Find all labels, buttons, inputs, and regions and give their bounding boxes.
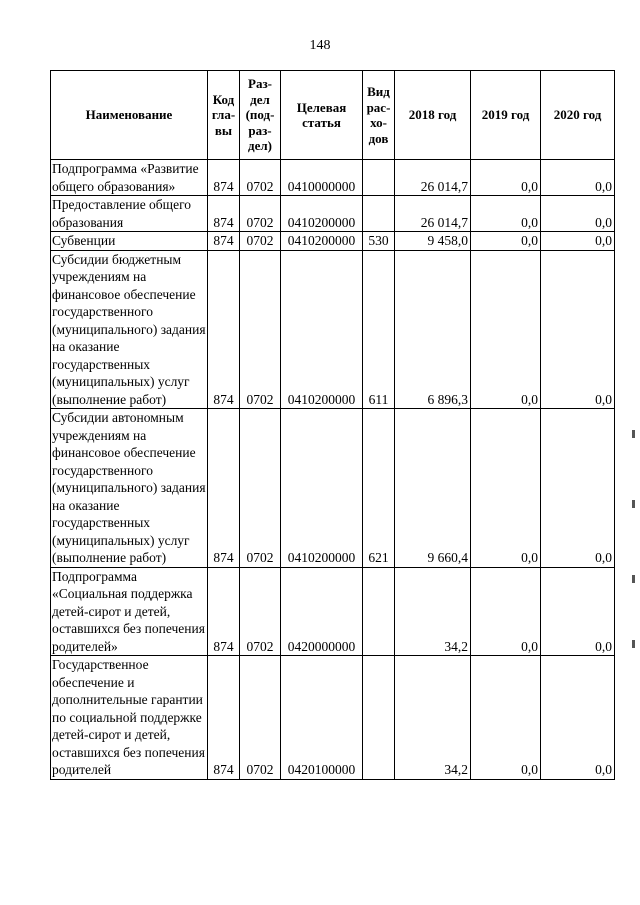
row-target: 0410200000 (281, 250, 363, 409)
row-section: 0702 (240, 567, 281, 656)
row-2019: 0,0 (471, 196, 541, 232)
row-2019: 0,0 (471, 250, 541, 409)
row-target: 0410000000 (281, 160, 363, 196)
row-2019: 0,0 (471, 232, 541, 251)
row-code: 874 (208, 160, 240, 196)
row-name: Субсидии автономным учреждениям на финансовое обеспечение государственного (муниципального) задания на оказание государственных (муниципальных) услуг (выполнение работ) (52, 410, 206, 565)
header-chapter-code: Код гла-вы (208, 71, 240, 160)
header-section: Раз-дел (под-раз-дел) (240, 71, 281, 160)
table-row (51, 232, 615, 251)
row-2018: 6 896,3 (395, 250, 471, 409)
row-section: 0702 (240, 250, 281, 409)
scan-mark (632, 640, 635, 648)
row-section: 0702 (240, 232, 281, 251)
row-name: Подпрограмма «Социальная поддержка детей-сирот и детей, оставшихся без попечения родителей» (51, 567, 208, 656)
row-code: 874 (208, 567, 240, 656)
row-2020: 0,0 (541, 409, 615, 568)
row-name: Государственное обеспечение и дополнительные гарантии по социальной поддержке детей-сирот и детей, оставшихся без попечения родителей (51, 656, 208, 780)
table-row (51, 160, 615, 196)
row-type (363, 656, 395, 780)
budget-table (50, 70, 615, 780)
header-2018: 2018 год (395, 71, 471, 160)
row-code: 874 (208, 409, 240, 568)
scan-mark (632, 430, 635, 438)
row-target: 0410200000 (281, 196, 363, 232)
row-2020: 0,0 (541, 160, 615, 196)
row-type (363, 196, 395, 232)
table-row (51, 409, 615, 568)
row-section: 0702 (240, 160, 281, 196)
row-target: 0420100000 (281, 656, 363, 780)
row-2020: 0,0 (541, 567, 615, 656)
row-target: 0410200000 (281, 409, 363, 568)
row-2018: 34,2 (395, 656, 471, 780)
row-type: 530 (363, 232, 395, 251)
scan-mark (632, 500, 635, 508)
row-type (363, 567, 395, 656)
row-2020: 0,0 (541, 232, 615, 251)
header-name: Наименование (51, 71, 208, 160)
row-code: 874 (208, 656, 240, 780)
row-2018: 9 660,4 (395, 409, 471, 568)
row-section: 0702 (240, 409, 281, 568)
scan-mark (632, 575, 635, 583)
row-2018: 26 014,7 (395, 196, 471, 232)
row-2019: 0,0 (471, 409, 541, 568)
row-name: Субвенции (51, 232, 208, 251)
table-row (51, 250, 615, 409)
row-name: Предоставление общего образования (51, 196, 208, 232)
row-section: 0702 (240, 656, 281, 780)
row-target: 0420000000 (281, 567, 363, 656)
row-2020: 0,0 (541, 250, 615, 409)
row-target: 0410200000 (281, 232, 363, 251)
row-2019: 0,0 (471, 656, 541, 780)
row-name: Подпрограмма «Развитие общего образования» (51, 160, 208, 196)
header-2019: 2019 год (471, 71, 541, 160)
row-2018: 9 458,0 (395, 232, 471, 251)
table-row (51, 196, 615, 232)
table-row (51, 656, 615, 780)
row-2019: 0,0 (471, 567, 541, 656)
row-type (363, 160, 395, 196)
row-type: 621 (363, 409, 395, 568)
scan-margin-marks (632, 0, 640, 905)
row-name: Субсидии бюджетным учреждениям на финансовое обеспечение государственного (муниципального) задания на оказание государственных (муниципальных) услуг (выполнение работ) (52, 251, 206, 407)
page-number: 148 (309, 38, 331, 53)
row-2018: 34,2 (395, 567, 471, 656)
table-row (51, 567, 615, 656)
row-2019: 0,0 (471, 160, 541, 196)
row-section: 0702 (240, 196, 281, 232)
row-type: 611 (363, 250, 395, 409)
header-expense-type: Вид рас-хо-дов (363, 71, 395, 160)
row-code: 874 (208, 196, 240, 232)
row-2020: 0,0 (541, 656, 615, 780)
header-target-article: Целевая статья (281, 71, 363, 160)
row-2020: 0,0 (541, 196, 615, 232)
row-code: 874 (208, 232, 240, 251)
row-code: 874 (208, 250, 240, 409)
row-2018: 26 014,7 (395, 160, 471, 196)
header-2020: 2020 год (541, 71, 615, 160)
header-row (51, 71, 615, 160)
